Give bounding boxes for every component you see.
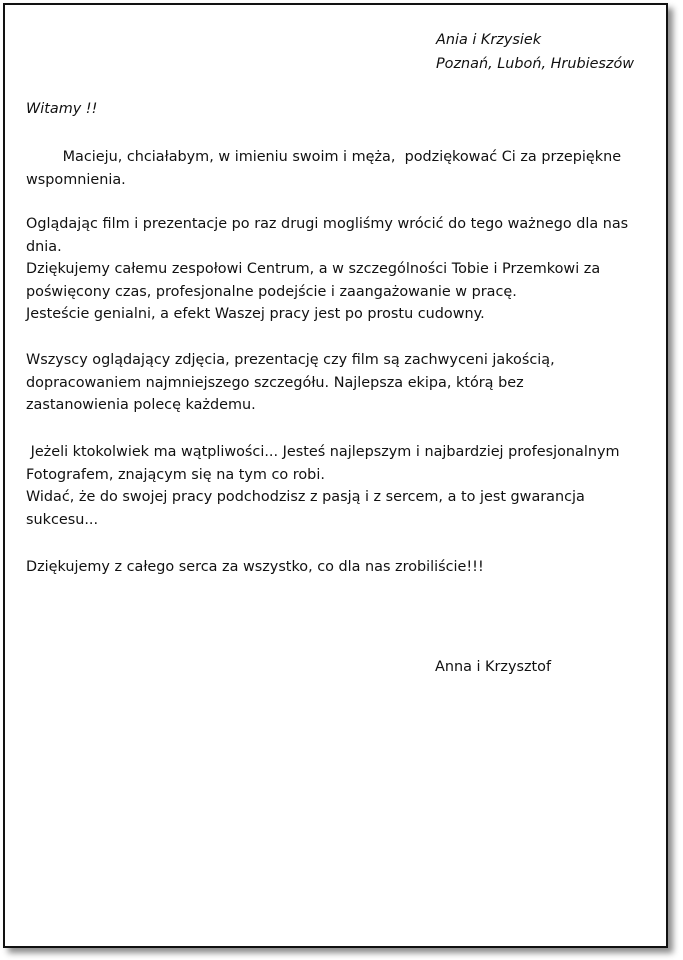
paragraph-4: [26, 441, 619, 531]
paragraph-line: zastanowienia polecę każdemu.: [26, 397, 256, 413]
paragraph-line: Fotografem, znającym się na tym co robi.: [26, 466, 325, 483]
paragraph-line: Jesteście genialni, a efekt Waszej pracy jest po prostu cudowny.: [26, 306, 485, 322]
paragraph-line: Widać, że do swojej pracy podchodzisz z pasją i z sercem, a to jest gwarancja: [26, 489, 585, 505]
paragraph-1: [26, 146, 621, 191]
paragraph-line: dopracowaniem najmniejszego szczegółu. Najlepsza ekipa, którą bez: [26, 374, 524, 391]
paragraph-line: dnia.: [26, 238, 62, 255]
signature: Anna i Krzysztof: [435, 659, 552, 675]
sender-places: Poznań, Luboń, Hrubieszów: [436, 56, 635, 72]
paragraph-line: wspomnienia.: [26, 171, 126, 188]
paragraph-line: Jeżeli ktokolwiek ma wątpliwości... Jesteś najlepszym i najbardziej profesjonalnym: [26, 444, 620, 460]
paragraph-line: Wszyscy oglądający zdjęcia, prezentację czy film są zachwyceni jakością,: [26, 352, 555, 368]
paragraph-line: Oglądając film i prezentacje po raz drugi mogliśmy wrócić do tego ważnego dla nas: [26, 216, 629, 232]
letter-page: [3, 3, 668, 948]
paragraph-line: sukcesu...: [26, 511, 99, 528]
paragraph-5: [26, 556, 484, 579]
paragraph-line: poświęcony czas, profesjonalne podejście i zaangażowanie w pracę.: [26, 283, 517, 300]
paragraph-3: [26, 349, 555, 417]
paragraph-line: Macieju, chciałabym, w imieniu swoim i męża, podziękować Ci za przepiękne: [26, 149, 622, 165]
greeting: Witamy !!: [26, 101, 98, 117]
paragraph-line: Dziękujemy z całego serca za wszystko, co dla nas zrobiliście!!!: [26, 559, 484, 575]
sender-names: Ania i Krzysiek: [436, 32, 542, 48]
paragraph-line: Dziękujemy całemu zespołowi Centrum, a w szczególności Tobie i Przemkowi za: [26, 261, 601, 277]
paragraph-2: [26, 213, 628, 326]
